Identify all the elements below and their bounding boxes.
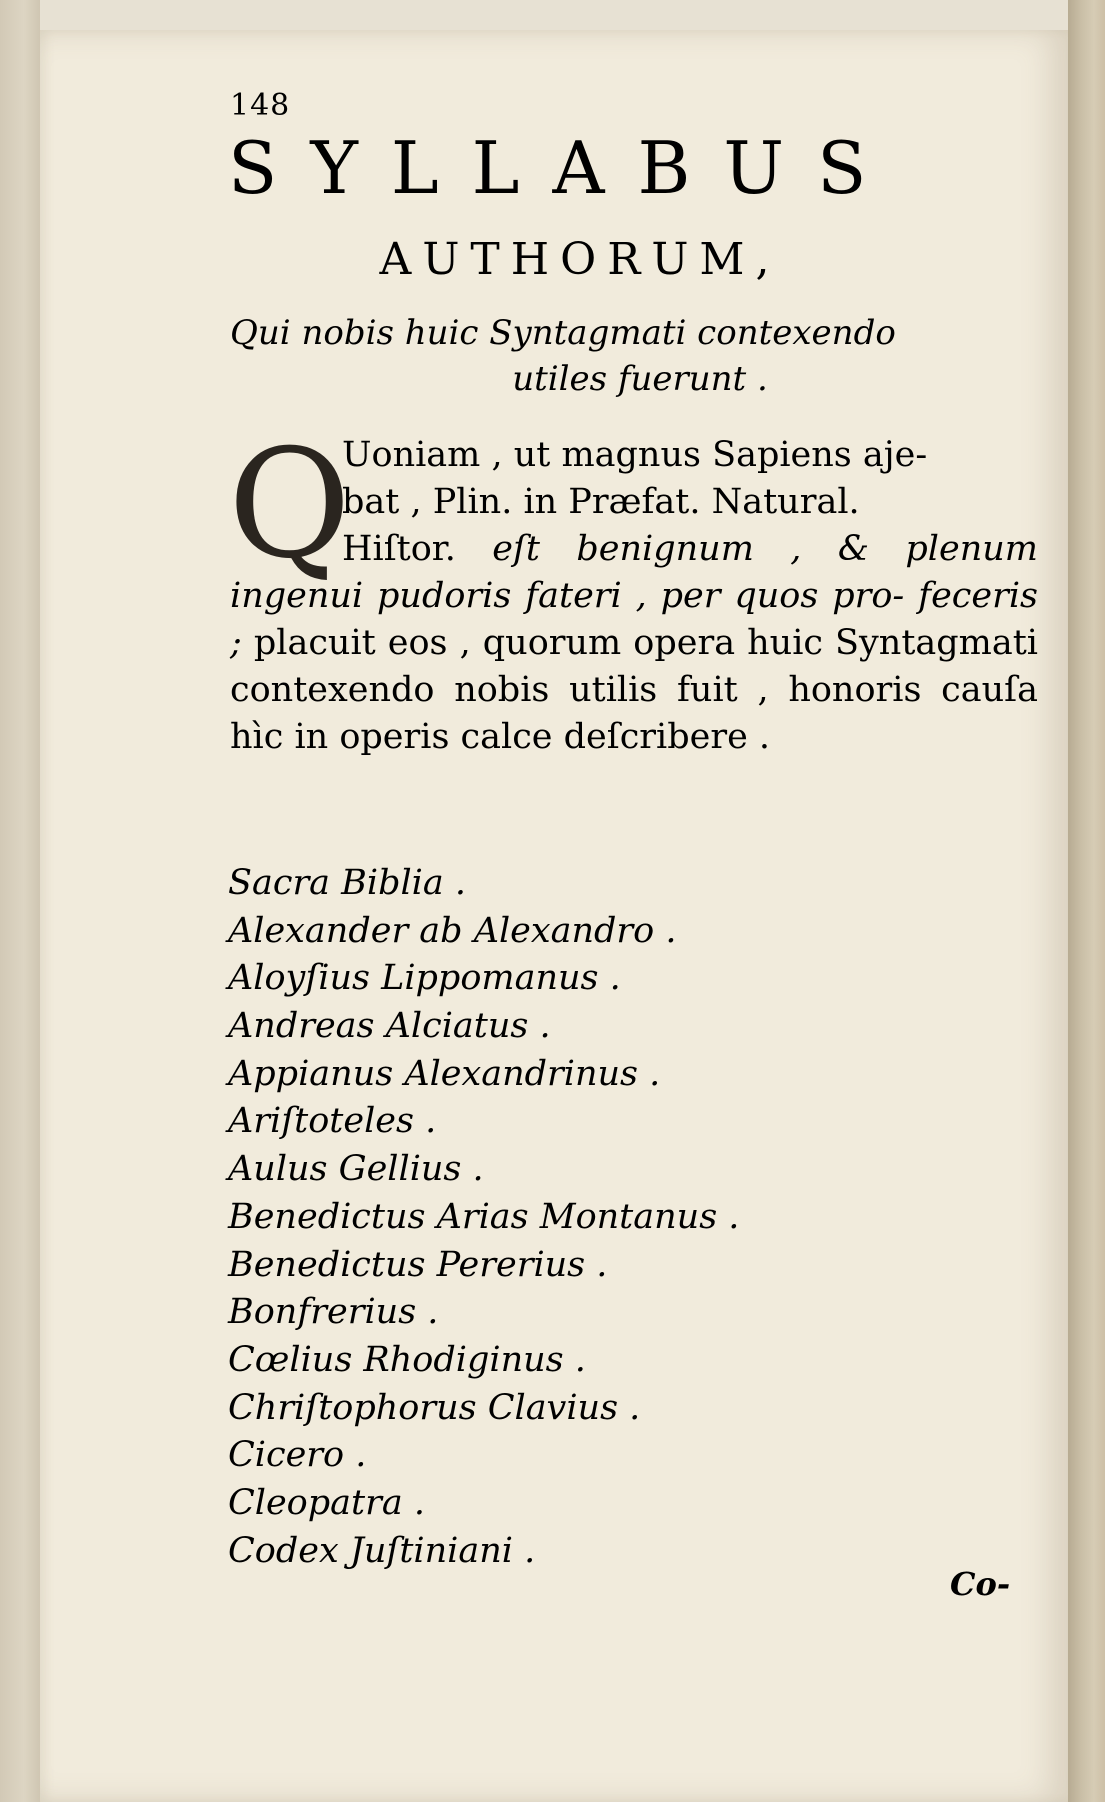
author-entry: Cœlius Rhodiginus . — [228, 1339, 586, 1380]
author-entry: Cleopatra . — [228, 1482, 425, 1523]
author-entry: Andreas Alciatus . — [228, 1006, 551, 1047]
intro-rest: placuit eos , quorum opera huic Syntagmati contexendo nobis utilis fuit , honoris cauſa hìc in operis calce deſcribere . — [230, 623, 1038, 757]
author-entry: Bonfrerius . — [228, 1292, 439, 1333]
catchword: Co- — [950, 1565, 1011, 1603]
author-entry: Codex Juſtiniani . — [228, 1530, 536, 1571]
author-entry: Aulus Gellius . — [228, 1149, 484, 1190]
author-list — [228, 860, 1028, 1575]
title-description-line-2: utiles fuerunt . — [512, 359, 768, 399]
intro-italic-2: ingenui pudoris fateri , per quos pro- — [230, 576, 905, 616]
page-number: 148 — [230, 88, 291, 123]
intro-line-3-italic: eſt benignum , & plenum — [492, 529, 1038, 569]
author-entry: Chriſtophorus Clavius . — [228, 1387, 641, 1428]
intro-italic-3: feceris ; — [230, 576, 1038, 663]
title-description — [230, 310, 1040, 402]
drop-cap: Q — [228, 418, 351, 592]
right-binding-edge — [1068, 0, 1105, 1802]
intro-line-1: Uoniam , ut magnus Sapiens aje- — [342, 435, 928, 475]
author-entry: Benedictus Pererius . — [228, 1244, 608, 1285]
intro-line-3-roman: Hiſtor. — [342, 529, 493, 569]
author-entry: Ariſtoteles . — [228, 1101, 437, 1142]
author-entry: Appianus Alexandrinus . — [228, 1053, 661, 1094]
title-description-line-1: Qui nobis huic Syntagmati contexendo — [230, 313, 896, 353]
author-entry: Cicero . — [228, 1435, 367, 1476]
author-entry: Benedictus Arias Montanus . — [228, 1196, 740, 1237]
author-entry: Alexander ab Alexandro . — [228, 910, 677, 951]
page-subtitle-heading: AUTHORUM, — [379, 234, 781, 285]
intro-paragraph — [228, 418, 1038, 761]
author-entry: Aloyſius Lippomanus . — [228, 958, 621, 999]
page-title: SYLLABUS — [228, 126, 900, 210]
intro-line-2: bat , Plin. in Præfat. Natural. — [342, 482, 860, 522]
author-entry: Sacra Biblia . — [228, 863, 466, 903]
